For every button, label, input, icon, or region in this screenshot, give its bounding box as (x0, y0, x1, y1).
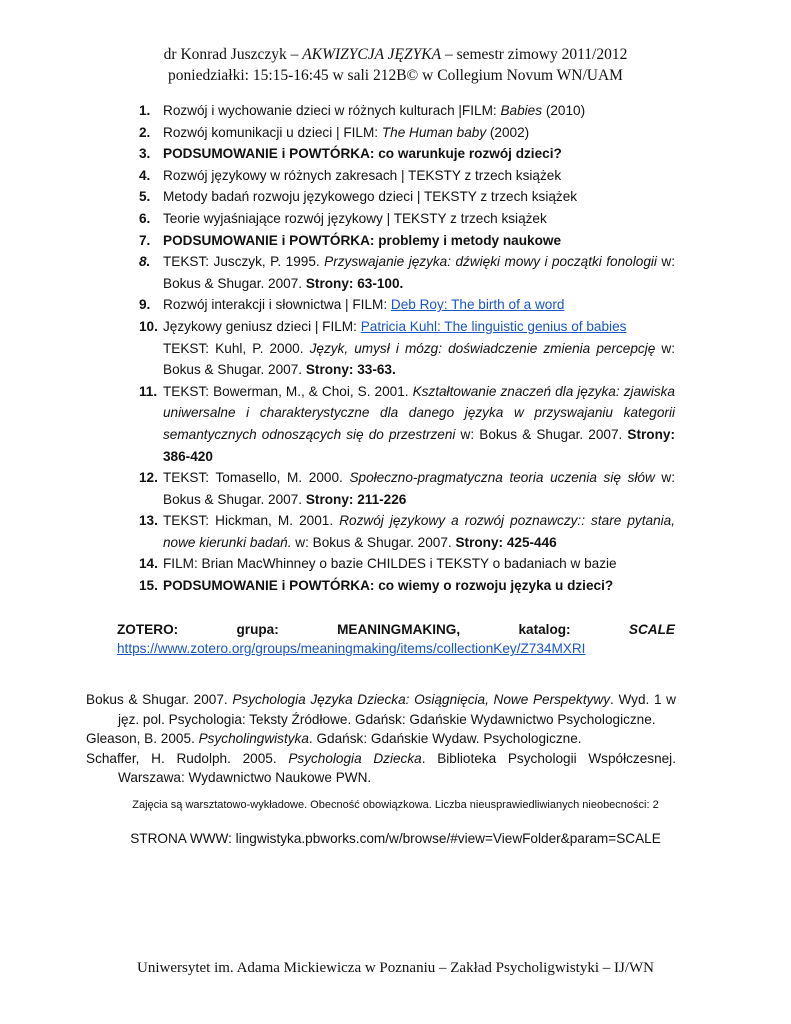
syllabus-item-13: 13. TEKST: Hickman, M. 2001. Rozwój językowy a rozwój poznawczy:: stare pytania, nowe kierunki badań. w: Bokus & Shugar. 2007. Strony: 425-446 (139, 513, 675, 550)
syllabus-item-2: 2. Rozwój komunikacji u dzieci | FILM: The Human baby (2002) (139, 124, 530, 140)
syllabus-item-5: 5. Metody badań rozwoju językowego dzieci | TEKSTY z trzech książek (139, 189, 578, 205)
syllabus-list (139, 100, 675, 597)
syllabus-item-12: 12. TEKST: Tomasello, M. 2000. Społeczno-pragmatyczna teoria uczenia się słów w: Bokus & Shugar. 2007. Strony: 211-226 (139, 470, 675, 507)
course-title-line: dr Konrad Juszczyk – AKWIZYCJA JĘZYKA – semestr zimowy 2011/2012 (163, 46, 628, 63)
syllabus-item-4: 4. Rozwój językowy w różnych zakresach | TEKSTY z trzech książek (139, 167, 562, 183)
zotero-info-row (117, 620, 675, 639)
syllabus-item-11: 11. TEKST: Bowerman, M., & Choi, S. 2001. Kształtowanie znaczeń dla języka: zjawiska uniwersalne i charakterystyczne dla danego języka w przyswajaniu kategorii semantycznych odnoszących się do przestrzeni w: Bokus & Shugar. 2007. Strony: 386-420 (139, 383, 675, 464)
zotero-catalog-label: katalog: (518, 622, 571, 637)
item-10-reading: TEKST: Kuhl, P. 2000. Język, umysł i mózg: doświadczenie zmienia percepcję w: Bokus & Shugar. 2007. Strony: 33-63. (163, 340, 675, 378)
reference-schaffer: Schaffer, H. Rudolph. 2005. Psychologia Dziecka. Biblioteka Psychologii Współczesnej. Warszawa: Wydawnictwo Naukowe PWN. (86, 750, 676, 785)
document-header (0, 44, 791, 86)
bibliography (86, 690, 676, 788)
syllabus-item-9: 9. Rozwój interakcji i słownictwa | FILM: Deb Roy: The birth of a word (139, 297, 565, 313)
zotero-group: MEANINGMAKING, (337, 622, 461, 637)
website-line: STRONA WWW: lingwistyka.pbworks.com/w/browse/#view=ViewFolder&param=SCALE (130, 831, 661, 846)
zotero-link[interactable]: https://www.zotero.org/groups/meaningmaking/items/collectionKey/Z734MXRI (117, 641, 586, 656)
syllabus-item-6: 6. Teorie wyjaśniające rozwój językowy | TEKSTY z trzech książek (139, 210, 547, 226)
reference-bokus-shugar: Bokus & Shugar. 2007. Psychologia Języka Dziecka: Osiągnięcia, Nowe Perspektywy. Wyd. 1 w jęz. pol. Psychologia: Teksty Źródłowe. Gdańsk: Gdańskie Wydawnictwo Psychologiczne. (86, 692, 676, 727)
attendance-note: Zajęcia są warsztatowo-wykładowe. Obecność obowiązkowa. Liczba nieusprawiedliwianych nieobecności: 2 (132, 799, 659, 811)
course-title: AKWIZYCJA JĘZYKA (302, 46, 442, 63)
syllabus-item-14: 14. FILM: Brian MacWhinney o bazie CHILDES i TEKSTY o badaniach w bazie (139, 556, 617, 572)
syllabus-item-8: 8. TEKST: Jusczyk, P. 1995. Przyswajanie języka: dźwięki mowy i początki fonologii w: Bokus & Shugar. 2007. Strony: 63-100. (139, 254, 675, 291)
film-link-patricia-kuhl[interactable]: Patricia Kuhl: The linguistic genius of babies (360, 318, 627, 334)
zotero-section (117, 620, 675, 658)
syllabus-item-7: 7. PODSUMOWANIE i POWTÓRKA: problemy i metody naukowe (139, 232, 562, 248)
syllabus-item-1: 1. Rozwój i wychowanie dzieci w różnych kulturach |FILM: Babies (2010) (139, 103, 586, 118)
zotero-label: ZOTERO: (117, 622, 179, 637)
page-footer: Uniwersytet im. Adama Mickiewicza w Poznaniu – Zakład Psycholigwistyki – IJ/WN (137, 960, 654, 976)
syllabus-item-3: 3. PODSUMOWANIE i POWTÓRKA: co warunkuje rozwój dzieci? (139, 146, 562, 162)
reference-gleason: Gleason, B. 2005. Psycholingwistyka. Gdańsk: Gdańskie Wydaw. Psychologiczne. (86, 731, 582, 746)
zotero-catalog: SCALE (628, 622, 675, 637)
zotero-group-label: grupa: (236, 622, 279, 637)
schedule-line: poniedziałki: 15:15-16:45 w sali 212B© w Collegium Novum WN/UAM (168, 67, 623, 84)
film-link-deb-roy[interactable]: Deb Roy: The birth of a word (390, 297, 565, 313)
syllabus-item-10: 10. Językowy geniusz dzieci | FILM: Patricia Kuhl: The linguistic genius of babies TEKST: Kuhl, P. 2000. Język, umysł i mózg: doświadczenie zmienia percepcję w: Bokus & Shugar. 2007. Strony: 33-63. (139, 316, 675, 381)
syllabus-item-15: 15. PODSUMOWANIE i POWTÓRKA: co wiemy o rozwoju języka u dzieci? (139, 578, 614, 594)
